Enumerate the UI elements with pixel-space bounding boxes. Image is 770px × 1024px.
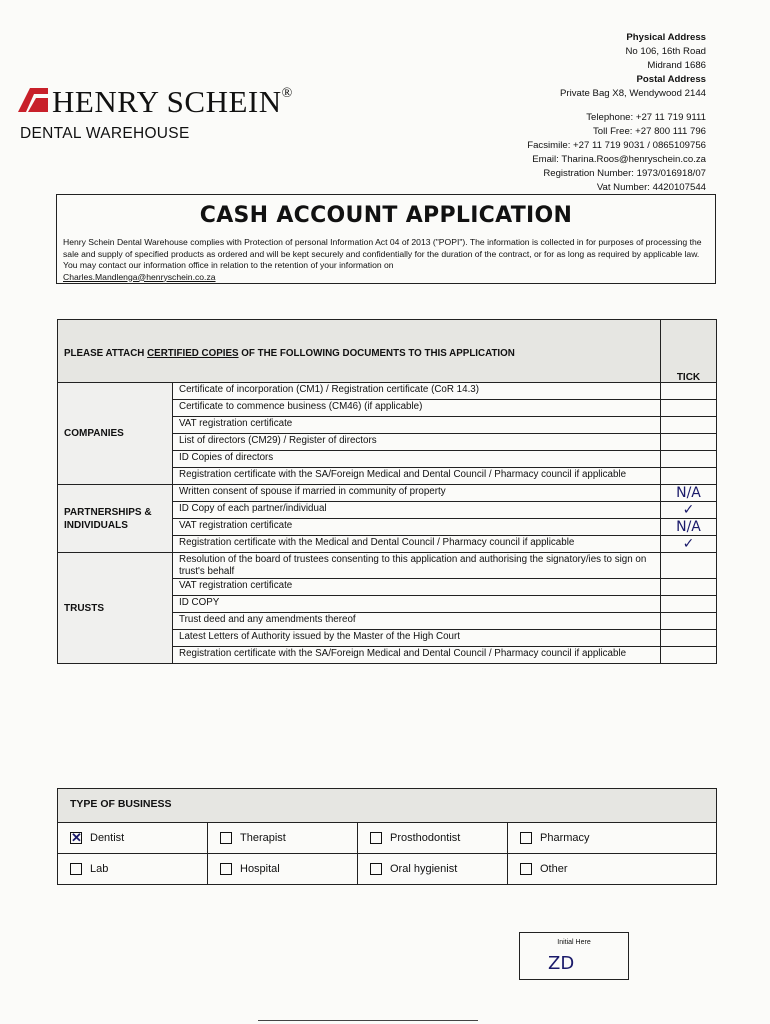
document-row (173, 417, 716, 434)
tick-cell[interactable] (660, 451, 716, 467)
toll-free: Toll Free: +27 800 111 796 (593, 126, 706, 137)
documents-title-pre: PLEASE ATTACH (64, 348, 148, 359)
postal-address-line: Private Bag X8, Wendywood 2144 (560, 88, 706, 99)
business-option-label: Dentist (90, 832, 125, 844)
document-requirement: Resolution of the board of trustees consenting to this application and authorising the signatory/ies to sign on trust's behalf (179, 554, 647, 577)
document-row (173, 400, 716, 417)
tick-cell[interactable]: N/A (660, 519, 716, 535)
document-requirement: Latest Letters of Authority issued by the Master of the High Court (179, 631, 460, 642)
brand-name-text: HENRY SCHEIN (52, 84, 282, 119)
tick-cell[interactable] (660, 647, 716, 663)
documents-title-post: OF THE FOLLOWING DOCUMENTS TO THIS APPLICATION (238, 348, 515, 359)
tick-cell[interactable] (660, 417, 716, 433)
document-group (58, 485, 716, 553)
contact-block (376, 31, 706, 195)
business-option-label: Hospital (240, 863, 280, 875)
business-option-other[interactable] (508, 854, 716, 884)
document-requirement: VAT registration certificate (179, 520, 293, 531)
business-option-label: Lab (90, 863, 109, 875)
business-option-label: Pharmacy (540, 832, 590, 844)
facsimile: Facsimile: +27 11 719 9031 / 0865109756 (527, 140, 706, 151)
initial-box[interactable] (519, 932, 629, 980)
document-row (173, 579, 716, 596)
tick-cell[interactable] (660, 383, 716, 399)
tick-cell[interactable] (660, 579, 716, 595)
business-option-pharmacy[interactable] (508, 823, 716, 853)
document-group-category: PARTNERSHIPS & INDIVIDUALS (58, 485, 173, 552)
tick-cell[interactable] (660, 400, 716, 416)
document-requirement: ID COPY (179, 597, 220, 608)
tick-cell[interactable]: ✓ (660, 536, 716, 552)
registered-mark: ® (281, 86, 293, 101)
tick-cell[interactable] (660, 630, 716, 646)
document-row (173, 468, 716, 484)
document-requirement: Certificate to commence business (CM46) (if applicable) (179, 401, 423, 412)
business-option-hospital[interactable] (208, 854, 358, 884)
form-title: CASH ACCOUNT APPLICATION (199, 203, 573, 228)
tick-cell[interactable]: N/A (660, 485, 716, 501)
business-option-lab[interactable] (58, 854, 208, 884)
popi-text: Henry Schein Dental Warehouse complies with Protection of personal Information Act 04 of 2013 ("POPI"). The information is collected in for purposes of processing the sale and supply of specified products as ordered and will be kept securely and confidentially for the duration of the contract, or for as long as required by applicable law. You may contact our information office in relation to the retention of your information on (63, 237, 702, 270)
document-row (173, 502, 716, 519)
document-requirement: Registration certificate with the SA/Foreign Medical and Dental Council / Pharmacy council if applicable (179, 469, 627, 480)
initial-label: Initial Here (557, 939, 591, 946)
brand-name (52, 84, 293, 120)
email: Email: Tharina.Roos@henryschein.co.za (532, 154, 706, 165)
tick-cell[interactable] (660, 553, 716, 578)
document-row (173, 434, 716, 451)
henry-schein-logo-mark-icon (18, 88, 48, 112)
checkbox-icon[interactable] (370, 832, 382, 844)
document-row (173, 630, 716, 647)
documents-table-header (58, 320, 716, 383)
document-requirement: VAT registration certificate (179, 580, 293, 591)
brand-division: DENTAL WAREHOUSE (20, 125, 190, 142)
business-type-row (58, 854, 716, 884)
document-group (58, 383, 716, 485)
document-requirement: Registration certificate with the SA/Foreign Medical and Dental Council / Pharmacy council if applicable (179, 648, 627, 659)
documents-table (57, 319, 717, 664)
document-group (58, 553, 716, 663)
document-row (173, 519, 716, 536)
business-type-title: TYPE OF BUSINESS (58, 789, 716, 823)
document-requirement: Written consent of spouse if married in community of property (179, 486, 446, 497)
business-option-prosthodontist[interactable] (358, 823, 508, 853)
document-row (173, 596, 716, 613)
document-requirement: Certificate of incorporation (CM1) / Registration certificate (CoR 14.3) (179, 384, 480, 395)
tick-cell[interactable] (660, 613, 716, 629)
document-row (173, 613, 716, 630)
physical-address-line1: No 106, 16th Road (625, 46, 706, 57)
document-row (173, 536, 716, 552)
document-row (173, 647, 716, 663)
registration-number: Registration Number: 1973/016918/07 (543, 168, 706, 179)
physical-address-label: Physical Address (626, 32, 706, 43)
tick-column-header: TICK (660, 320, 716, 382)
checkbox-checked-icon[interactable]: ✕ (71, 830, 82, 845)
tick-cell[interactable]: ✓ (660, 502, 716, 518)
tick-cell[interactable] (660, 596, 716, 612)
initial-value: ZD (548, 953, 575, 974)
checkbox-icon[interactable] (70, 863, 82, 875)
documents-title-underlined: CERTIFIED COPIES (147, 348, 239, 359)
vat-number: Vat Number: 4420107544 (596, 182, 706, 193)
physical-address-line2: Midrand 1686 (647, 60, 706, 71)
business-option-label: Prosthodontist (390, 832, 461, 844)
checkbox-icon[interactable] (220, 863, 232, 875)
telephone: Telephone: +27 11 719 9111 (586, 112, 706, 123)
business-option-therapist[interactable] (208, 823, 358, 853)
document-requirement: ID Copy of each partner/individual (179, 503, 327, 514)
document-requirement: VAT registration certificate (179, 418, 293, 429)
document-requirement: List of directors (CM29) / Register of directors (179, 435, 377, 446)
checkbox-icon[interactable] (370, 863, 382, 875)
business-option-oral-hygienist[interactable] (358, 854, 508, 884)
document-row (173, 383, 716, 400)
document-requirement: Registration certificate with the Medical and Dental Council / Pharmacy council if applicable (179, 537, 575, 548)
business-option-dentist[interactable] (58, 823, 208, 853)
document-row (173, 485, 716, 502)
documents-table-body (58, 383, 716, 663)
document-row (173, 451, 716, 468)
document-group-category: TRUSTS (58, 553, 173, 663)
business-type-options (58, 823, 716, 884)
business-type-row (58, 823, 716, 854)
postal-address-label: Postal Address (636, 74, 706, 85)
document-group-category: COMPANIES (58, 383, 173, 484)
footer-divider (258, 1020, 478, 1021)
tick-cell[interactable] (660, 434, 716, 450)
popi-contact-email-link[interactable]: Charles.Mandlenga@henryschein.co.za (63, 271, 216, 282)
business-type-table (57, 788, 717, 885)
business-option-label: Therapist (240, 832, 286, 844)
checkbox-icon[interactable] (520, 863, 532, 875)
popi-notice (63, 237, 709, 283)
business-option-label: Other (540, 863, 568, 875)
document-requirement: Trust deed and any amendments thereof (179, 614, 356, 625)
document-row (173, 553, 716, 579)
title-box (56, 194, 716, 284)
checkbox-icon[interactable] (220, 832, 232, 844)
business-option-label: Oral hygienist (390, 863, 458, 875)
document-requirement: ID Copies of directors (179, 452, 274, 463)
tick-cell[interactable] (660, 468, 716, 484)
documents-title (64, 348, 515, 359)
checkbox-icon[interactable] (520, 832, 532, 844)
